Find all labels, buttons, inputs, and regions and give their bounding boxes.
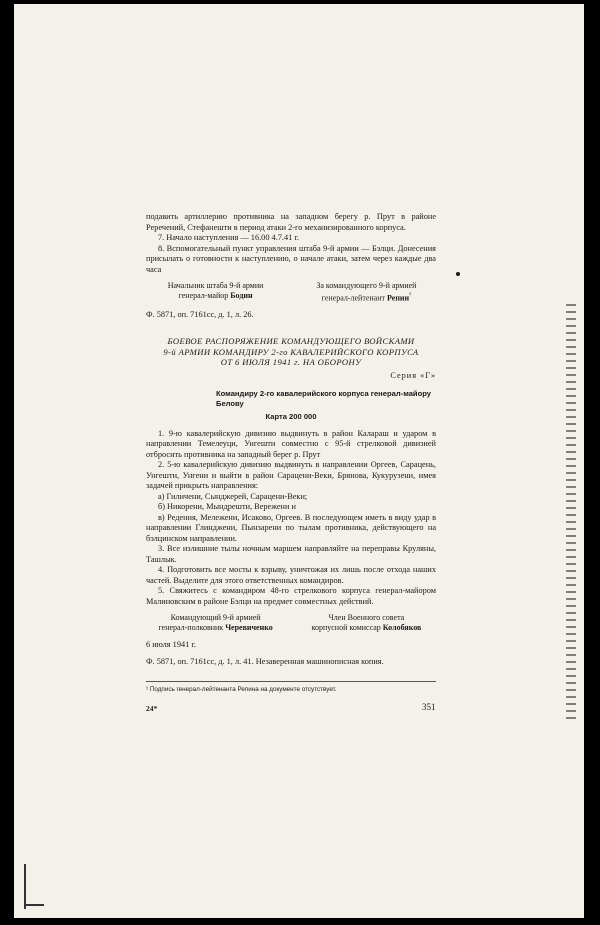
map-label: Карта 200 000 bbox=[265, 412, 317, 422]
signatures-block-1 bbox=[146, 281, 436, 304]
paragraph-continuation: подавить артиллерию противника на западном берегу р. Прут в районе Pеречений, Стефанешти в период атаки 2-го механизированного корпуса. bbox=[146, 212, 436, 232]
order-title bbox=[146, 336, 436, 368]
addressee bbox=[216, 389, 436, 409]
addressee-line-2: Белову bbox=[216, 399, 244, 409]
order-title-line-2: 9-й АРМИИ КОМАНДИРУ 2-го КАВАЛЕРИЙСКОГО КОРПУСА bbox=[163, 346, 419, 357]
scan-edge-noise bbox=[566, 304, 576, 724]
order-items bbox=[146, 429, 436, 608]
order-title-line-1: БОЕВОЕ РАСПОРЯЖЕНИЕ КОМАНДУЮЩЕГО ВОЙСКАМИ bbox=[167, 336, 415, 347]
addressee-line-1: Командиру 2-го кавалерийского корпуса генерал-майору bbox=[216, 389, 432, 399]
item-8: 8. Вспомогательный пункт управления штаба 9-й армии — Бэлци. Донесения присылать о готовности к наступлению, о начале атаки, затем через каждые два часа bbox=[146, 243, 436, 274]
order-item-2c: в) Редения, Мележени, Исаково, Оргеев. В последующем иметь в виду удар в направлении Глинджени, Пынзарени по тылам противника, действующего на бэлцинском направлении. bbox=[146, 512, 436, 543]
signature-rank: генерал-майор bbox=[178, 291, 229, 300]
document-date: 6 июля 1941 г. bbox=[146, 640, 196, 650]
order-item-5: 5. Свяжитесь с командиром 48-го стрелкового корпуса генерал-майором Малиновским в районе Бэлци на предмет совместных действий. bbox=[146, 586, 436, 606]
scan-corner-mark bbox=[24, 864, 26, 909]
order-item-1: 1. 9-ю кавалерийскую дивизию выдвинуть в район Калараш и ударом в направлении Темелеуци, Унгешти совместно с 95-й стрелковой дивизией отбросить противника на западный берег р. Прут bbox=[146, 428, 436, 459]
scan-corner-mark-2 bbox=[24, 904, 44, 906]
signature-name: Черевиченко bbox=[225, 623, 273, 633]
signature-title: Командующий 9-й армией bbox=[170, 613, 261, 623]
bullet-mark bbox=[456, 272, 460, 276]
signature-right bbox=[297, 281, 436, 304]
signature-rank: генерал-полковник bbox=[158, 623, 224, 633]
signature-name: Бодин bbox=[230, 291, 253, 300]
order-item-3: 3. Все излишние тылы ночным маршем направляйте на переправы Круляны, Ташлык. bbox=[146, 544, 436, 564]
order-item-4: 4. Подготовить все мосты к взрыву, уничтожая их лишь после отхода наших частей. Выделите для этого ответственных командиров. bbox=[146, 565, 436, 585]
signature-title: За командующего 9-й армией bbox=[316, 281, 417, 290]
archive-reference-1: Ф. 5871, оп. 7161сс, д. 1, л. 26. bbox=[146, 309, 254, 319]
signature-title: Член Военного совета bbox=[328, 613, 405, 623]
order-title-line-3: ОТ 6 ИЮЛЯ 1941 г. НА ОБОРОНУ bbox=[220, 357, 362, 368]
order-item-2b: б) Никорени, Мындрешти, Вережени и bbox=[158, 502, 296, 512]
document-text bbox=[146, 212, 436, 667]
order-item-2: 2. 5-ю кавалерийскую дивизию выдвинуть в направлении Оргеев, Сарацень, Унгешти, Унгени и выйти в район Сарацени-Веки, Брянова, Кукурузени, имея задачей прикрыть направления: bbox=[146, 460, 436, 491]
signature-rank: генерал-лейтенант bbox=[321, 293, 385, 303]
page-number: 351 bbox=[422, 702, 436, 712]
archive-reference-2: Ф. 5871, оп. 7161сс, д. 1, л. 41. Незаверенная машинописная копия. bbox=[146, 656, 384, 666]
footnote-mark: ¹ bbox=[409, 292, 412, 299]
signature-mark: 24* bbox=[146, 704, 158, 713]
signature-name: Колобяков bbox=[382, 623, 422, 633]
item-7: 7. Начало наступления — 16.00 4.7.41 г. bbox=[158, 233, 299, 242]
signature-right bbox=[297, 613, 436, 633]
signature-left bbox=[146, 613, 285, 633]
signature-name: Репин bbox=[386, 293, 410, 303]
signatures-block-2 bbox=[146, 613, 436, 633]
series-label: Серия «Г» bbox=[390, 370, 436, 380]
footnote: ¹ Подпись генерал-лейтенанта Репина на документе отсутствует. bbox=[146, 681, 436, 694]
order-item-2a: а) Гиличени, Сынджерей, Сарацени-Веки; bbox=[158, 491, 308, 501]
signature-title: Начальник штаба 9-й армии bbox=[167, 281, 264, 290]
signature-left bbox=[146, 281, 285, 304]
signature-rank: корпусной комиссар bbox=[311, 623, 381, 633]
